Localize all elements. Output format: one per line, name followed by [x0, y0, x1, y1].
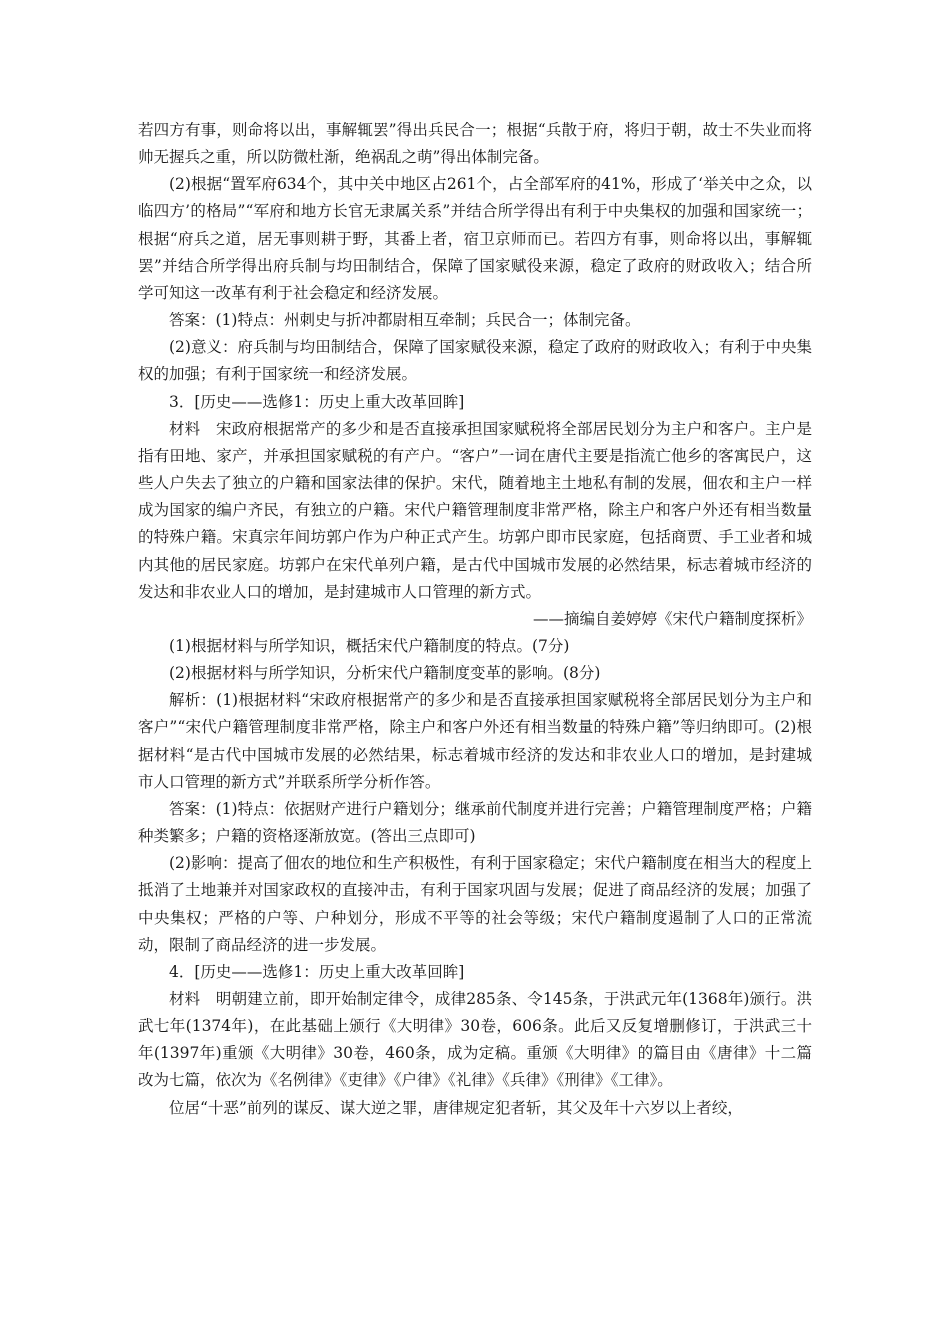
- question-3-answer-2: (2)影响：提高了佃农的地位和生产积极性，有利于国家稳定；宋代户籍制度在相当大的程度上抵消了土地兼并对国家政权的直接冲击，有利于国家巩固与发展；促进了商品经济的发展；加强了中央集权；严格的户等、户种划分，形成不平等的社会等级；宋代户籍制度遏制了人口的正常流动，限制了商品经济的进一步发展。: [138, 854, 812, 954]
- question-3-heading: 3．[历史——选修1：历史上重大改革回眸]: [169, 392, 465, 411]
- question-3-material: 材料 宋政府根据常产的多少和是否直接承担国家赋税将全部居民划分为主户和客户。主户是指有田地、家产，并承担国家赋税的有产户。“客户”一词在唐代主要是指流亡他乡的客寓民户，这些人户失去了独立的户籍和国家法律的保护。宋代，随着地主土地私有制的发展，佃农和主户一样成为国家的编户齐民，有独立的户籍。宋代户籍管理制度非常严格，除主户和客户外还有相当数量的特殊户籍。宋真宗年间坊郭户作为户种正式产生。坊郭户即市民家庭，包括商贾、手工业者和城内其他的居民家庭。坊郭户在宋代单列户籍，是古代中国城市发展的必然结果，标志着城市经济的发达和非农业人口的增加，是封建城市人口管理的新方式。: [138, 419, 812, 601]
- paragraph-analysis-2: (2)根据“置军府634个，其中关中地区占261个，占全部军府的41%，形成了‘举关中之众，以临四方’的格局”“军府和地方长官无隶属关系”并结合所学得出有利于中央集权的加强和国家统一；根据“府兵之道，居无事则耕于野，其番上者，宿卫京师而已。若四方有事，则命将以出，事解辄罢”并结合所学得出府兵制与均田制结合，保障了国家赋役来源，稳定了政府的财政收入；结合所学可知这一改革有利于社会稳定和经济发展。: [138, 175, 812, 302]
- question-3-subquestion-2: (2)根据材料与所学知识，分析宋代户籍制度变革的影响。(8分): [169, 664, 601, 683]
- paragraph-continuation: 若四方有事，则命将以出，事解辄罢”得出兵民合一；根据“兵散于府，将归于朝，故士不失业而将帅无握兵之重，所以防微杜渐，绝祸乱之萌”得出体制完备。: [138, 121, 812, 167]
- question-4-material-continued: 位居“十恶”前列的谋反、谋大逆之罪，唐律规定犯者斩，其父及年十六岁以上者绞，: [169, 1098, 743, 1117]
- document-body: [138, 117, 812, 1122]
- question-4-heading: 4．[历史——选修1：历史上重大改革回眸]: [169, 962, 465, 981]
- question-3-analysis: 解析：(1)根据材料“宋政府根据常产的多少和是否直接承担国家赋税将全部居民划分为主户和客户”“宋代户籍管理制度非常严格，除主户和客户外还有相当数量的特殊户籍”等归纳即可。(2)根据材料“是古代中国城市发展的必然结果，标志着城市经济的发达和非农业人口的增加，是封建城市人口管理的新方式”并联系所学分析作答。: [138, 691, 812, 791]
- question-3-source: ——摘编自姜婷婷《宋代户籍制度探析》: [532, 609, 812, 628]
- paragraph-answer-1: 答案：(1)特点：州刺史与折冲都尉相互牵制；兵民合一；体制完备。: [169, 311, 641, 330]
- paragraph-answer-2: (2)意义：府兵制与均田制结合，保障了国家赋役来源，稳定了政府的财政收入；有利于中央集权的加强；有利于国家统一和经济发展。: [138, 338, 812, 384]
- question-3-answer-1: 答案：(1)特点：依据财产进行户籍划分；继承前代制度并进行完善；户籍管理制度严格；户籍种类繁多；户籍的资格逐渐放宽。(答出三点即可): [138, 799, 812, 846]
- question-3-subquestion-1: (1)根据材料与所学知识，概括宋代户籍制度的特点。(7分): [169, 636, 570, 655]
- question-4-material: 材料 明朝建立前，即开始制定律令，成律285条、令145条，于洪武元年(1368年)颁行。洪武七年(1374年)，在此基础上颁行《大明律》30卷，606条。此后又反复增删修订，于洪武三十年(1397年)重颁《大明律》30卷，460条，成为定稿。重颁《大明律》的篇目由《唐律》十二篇改为七篇，依次为《名例律》《吏律》《户律》《礼律》《兵律》《刑律》《工律》。: [138, 990, 812, 1090]
